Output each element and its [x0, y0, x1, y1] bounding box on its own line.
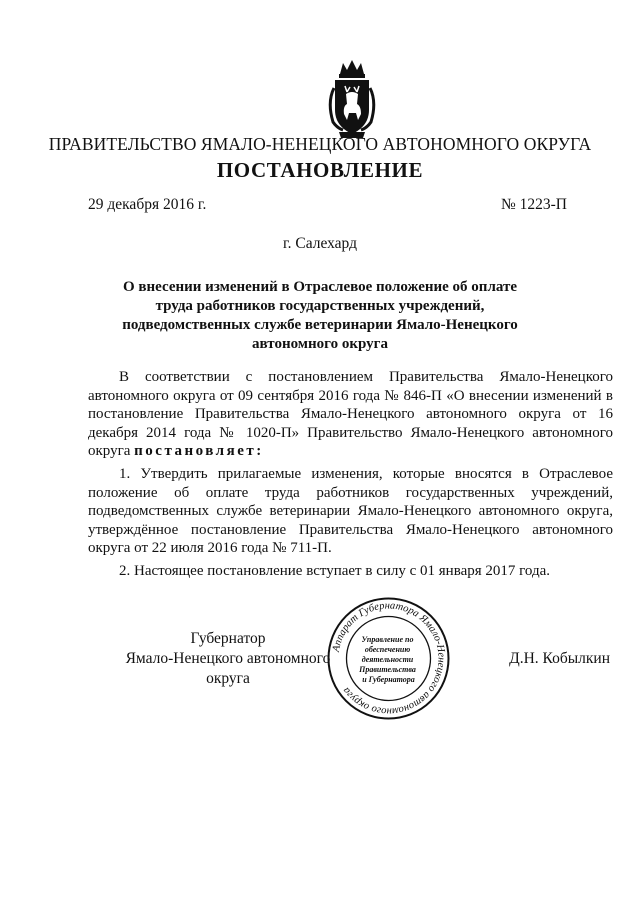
- signatory-position-line2: Ямало-Ненецкого автономного округа: [125, 650, 331, 687]
- document-number: № 1223-П: [500, 196, 567, 213]
- stamp-line-4: Правительства: [359, 665, 416, 674]
- official-stamp: [326, 596, 451, 721]
- preamble-text: В соответствии с постановлением Правительства Ямало-Ненецкого автономного округа от 09 сентября 2016 года № 846-П «О внесении изменений в постановление Правительства Ямало-Ненецкого автономного округа от 16 декабря 2014 года № 1020-П» Правительство Ямало-Ненецкого автономного округа: [88, 369, 613, 459]
- svg-text:Управление по обеспечени: [358, 635, 418, 684]
- document-type: ПОСТАНОВЛЕНИЕ: [216, 158, 424, 182]
- stamp-line-3: деятельности: [361, 655, 414, 664]
- document-date: 29 декабря 2016 г.: [88, 196, 207, 213]
- coat-of-arms-emblem: [323, 58, 381, 140]
- signatory-position-line1: Губернатор: [190, 630, 266, 647]
- signatory-position: [108, 629, 348, 689]
- government-name: ПРАВИТЕЛЬСТВО ЯМАЛО-НЕНЕЦКОГО АВТОНОМНОГО ОКРУГА: [48, 134, 592, 154]
- signatory-name: Д.Н. Кобылкин: [509, 650, 610, 667]
- stamp-line-5: и Губернатора: [362, 675, 415, 684]
- stamp-outer-text: Аппарат Губернатора Ямало-Ненецкого автономного округа: [330, 600, 447, 717]
- preamble-paragraph: [88, 368, 613, 461]
- stamp-line-2: обеспечению: [364, 645, 411, 654]
- item-1-paragraph: 1. Утвердить прилагаемые изменения, которые вносятся в Отраслевое положение об оплате труда работников государственных учреждений, подведомственных службе ветеринарии Ямало-Ненецкого автономного округа, утверждённое постановление Правительства Ямало-Ненецкого автономного округа от 22 июля 2016 года № 711-П.: [88, 466, 613, 556]
- document-title: О внесении изменений в Отраслевое положение об оплате труда работников государственных учреждений, подведомственных службе ветеринарии Ямало-Ненецкого автономного округа: [122, 279, 518, 352]
- item-2-paragraph: 2. Настоящее постановление вступает в силу с 01 января 2017 года.: [119, 563, 551, 579]
- stamp-line-1: Управление по: [361, 635, 414, 644]
- resolution-keyword: постановляет:: [134, 443, 264, 459]
- document-city: г. Салехард: [283, 235, 357, 252]
